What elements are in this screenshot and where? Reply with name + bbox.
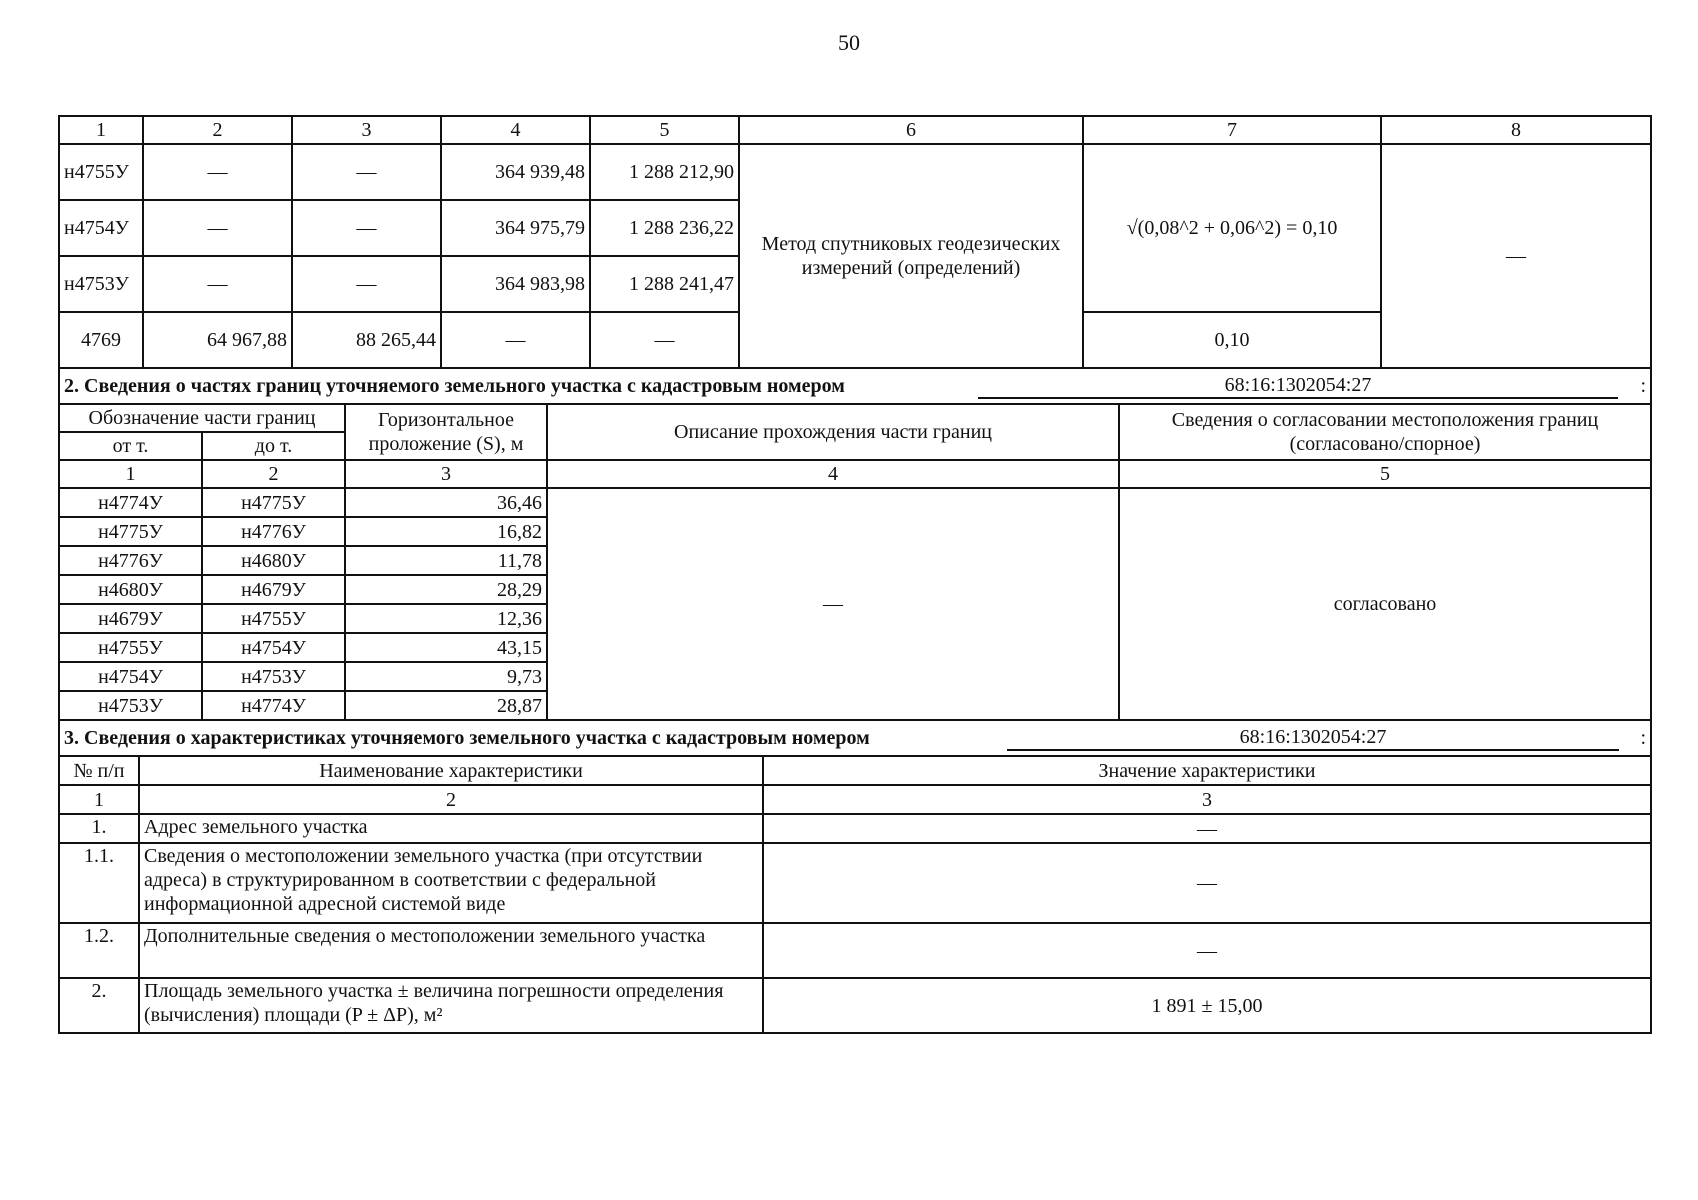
table-row (59, 814, 1651, 843)
cell: — (292, 144, 441, 200)
accuracy-last: 0,10 (1083, 312, 1381, 368)
from-point: н4776У (59, 546, 202, 575)
distance: 12,36 (345, 604, 547, 633)
method-cell: Метод спутниковых геодезических измерений (определений) (739, 144, 1083, 368)
cell: 364 975,79 (441, 200, 590, 256)
cell: 364 983,98 (441, 256, 590, 312)
head-to: до т. (202, 432, 345, 460)
to-point: н4754У (202, 633, 345, 662)
from-point: н4775У (59, 517, 202, 546)
col-number: 2 (139, 785, 763, 814)
from-point: н4755У (59, 633, 202, 662)
row-name: Адрес земельного участка (139, 814, 763, 843)
col-header: 3 (292, 116, 441, 144)
distance: 28,29 (345, 575, 547, 604)
section3-cadastral (1001, 720, 1625, 756)
point-name: н4754У (59, 200, 143, 256)
distance: 9,73 (345, 662, 547, 691)
distance: 16,82 (345, 517, 547, 546)
cell: — (590, 312, 739, 368)
table-row (59, 144, 1651, 200)
distance: 28,87 (345, 691, 547, 720)
section3-colon: : (1625, 720, 1651, 756)
document-sheet (58, 115, 1650, 1034)
row-name: Сведения о местоположении земельного участка (при отсутствии адреса) в структурированном в соответствии с федеральной информационной адресной системой виде (139, 843, 763, 923)
col-number: 1 (59, 460, 202, 488)
distance: 43,15 (345, 633, 547, 662)
head-description: Описание прохождения части границ (547, 404, 1119, 460)
col8-value: — (1381, 144, 1651, 368)
section3-title: 3. Сведения о характеристиках уточняемого земельного участка с кадастровым номером (59, 720, 1001, 756)
head-agreement: Сведения о согласовании местоположения границ (согласовано/спорное) (1119, 404, 1651, 460)
coordinates-table (58, 115, 1652, 369)
cell: 1 288 212,90 (590, 144, 739, 200)
head-value: Значение характеристики (763, 756, 1651, 785)
to-point: н4774У (202, 691, 345, 720)
from-point: н4774У (59, 488, 202, 517)
col-number: 3 (763, 785, 1651, 814)
to-point: н4679У (202, 575, 345, 604)
col-header: 1 (59, 116, 143, 144)
description-value: — (547, 488, 1119, 720)
head-num: № п/п (59, 756, 139, 785)
row-num: 1.1. (59, 843, 139, 923)
point-name: н4755У (59, 144, 143, 200)
row-num: 1.2. (59, 923, 139, 978)
row-num: 2. (59, 978, 139, 1033)
cell: — (292, 200, 441, 256)
cell: — (143, 256, 292, 312)
page-number: 50 (838, 30, 860, 55)
col-number: 5 (1119, 460, 1651, 488)
head-name: Наименование характеристики (139, 756, 763, 785)
section2-title: 2. Сведения о частях границ уточняемого земельного участка с кадастровым номером (59, 368, 971, 404)
section2-title-row (58, 367, 1652, 405)
col-number: 4 (547, 460, 1119, 488)
to-point: н4680У (202, 546, 345, 575)
to-point: н4753У (202, 662, 345, 691)
row-name: Дополнительные сведения о местоположении земельного участка (139, 923, 763, 978)
col-number: 3 (345, 460, 547, 488)
from-point: н4679У (59, 604, 202, 633)
cell: — (441, 312, 590, 368)
row-value: — (763, 843, 1651, 923)
table-row (59, 978, 1651, 1033)
characteristics-table (58, 755, 1652, 1034)
section2-colon: : (1625, 368, 1651, 404)
cell: — (143, 200, 292, 256)
table-row (59, 488, 1651, 517)
cell: — (292, 256, 441, 312)
section2-cadastral (971, 368, 1625, 404)
col-number: 1 (59, 785, 139, 814)
section3-cadastral-number: 68:16:1302054:27 (1007, 725, 1619, 751)
row-value: 1 891 ± 15,00 (763, 978, 1651, 1033)
col-header: 6 (739, 116, 1083, 144)
col-header: 7 (1083, 116, 1381, 144)
col-header: 2 (143, 116, 292, 144)
cell: 1 288 236,22 (590, 200, 739, 256)
to-point: н4775У (202, 488, 345, 517)
head-from: от т. (59, 432, 202, 460)
col-number: 2 (202, 460, 345, 488)
boundary-parts-table (58, 403, 1652, 721)
cell: 64 967,88 (143, 312, 292, 368)
agreement-value: согласовано (1119, 488, 1651, 720)
col-header: 4 (441, 116, 590, 144)
from-point: н4754У (59, 662, 202, 691)
table-header-row (59, 116, 1651, 144)
head-part: Обозначение части границ (59, 404, 345, 432)
cell: 1 288 241,47 (590, 256, 739, 312)
row-num: 1. (59, 814, 139, 843)
from-point: н4753У (59, 691, 202, 720)
col-header: 5 (590, 116, 739, 144)
cell: — (143, 144, 292, 200)
point-name: н4753У (59, 256, 143, 312)
row-name: Площадь земельного участка ± величина погрешности определения (вычисления) площади (P ± ΔP), м² (139, 978, 763, 1033)
col-header: 8 (1381, 116, 1651, 144)
section3-title-row (58, 719, 1652, 757)
table-row (59, 923, 1651, 978)
table-row (59, 843, 1651, 923)
cell: 364 939,48 (441, 144, 590, 200)
accuracy-formula: √(0,08^2 + 0,06^2) = 0,10 (1083, 144, 1381, 312)
cell: 88 265,44 (292, 312, 441, 368)
distance: 11,78 (345, 546, 547, 575)
from-point: н4680У (59, 575, 202, 604)
row-value: — (763, 923, 1651, 978)
distance: 36,46 (345, 488, 547, 517)
row-value: — (763, 814, 1651, 843)
point-name: 4769 (59, 312, 143, 368)
section2-cadastral-number: 68:16:1302054:27 (978, 373, 1618, 399)
head-horizontal: Горизонтальное проложение (S), м (345, 404, 547, 460)
to-point: н4776У (202, 517, 345, 546)
to-point: н4755У (202, 604, 345, 633)
